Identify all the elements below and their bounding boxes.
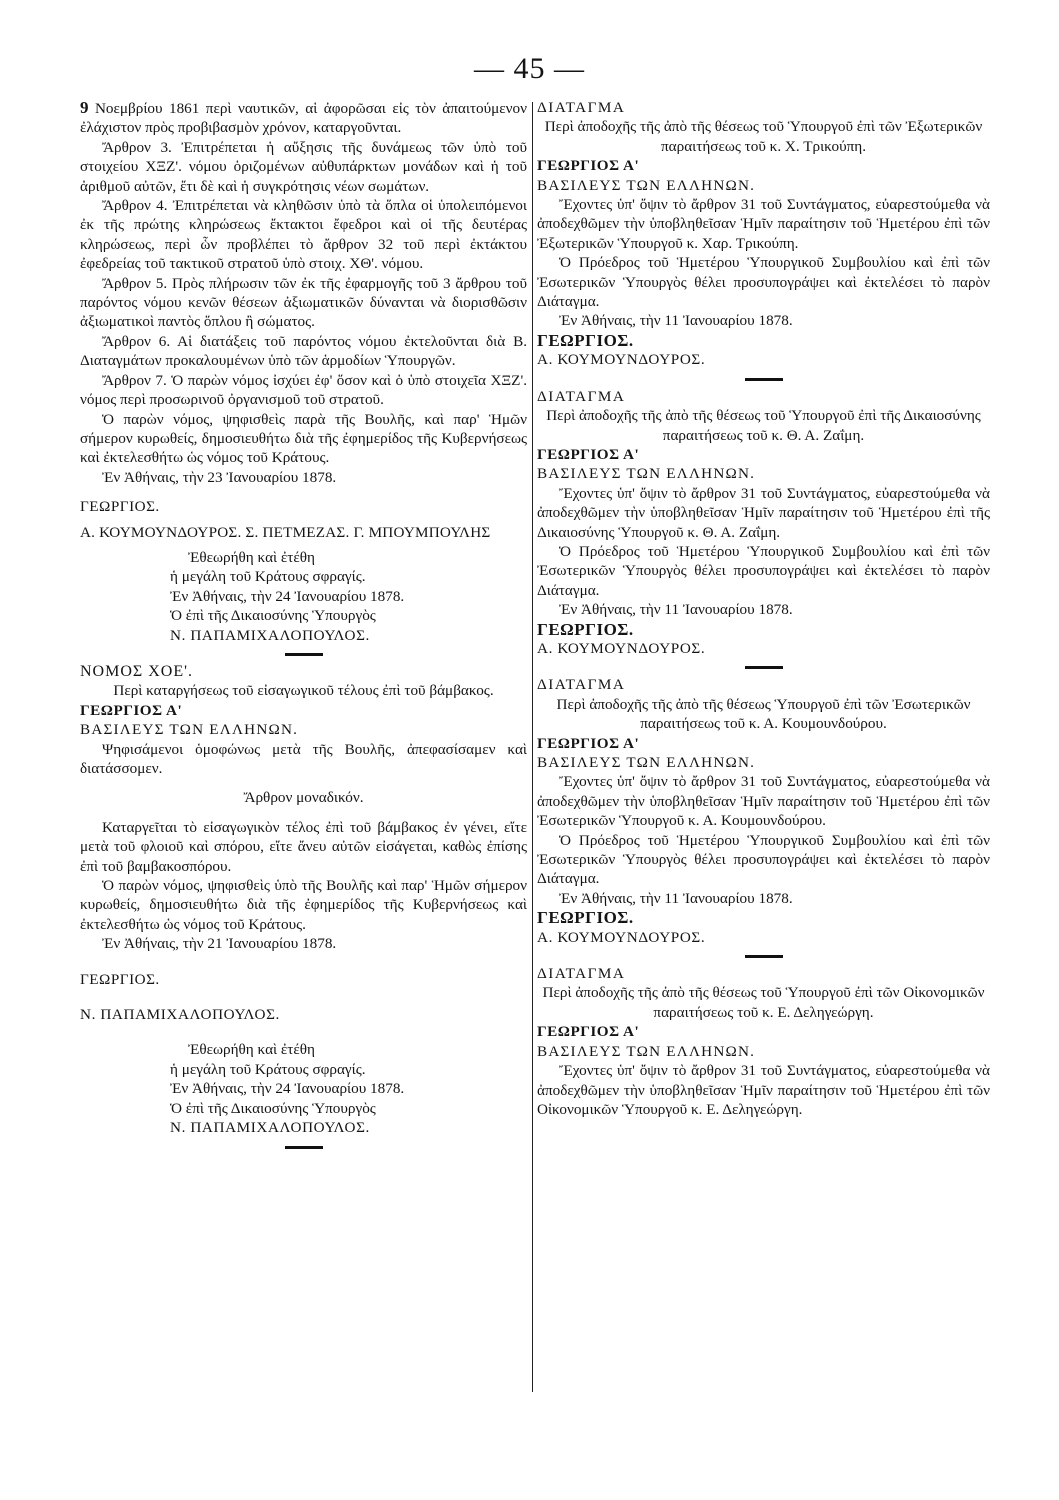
law-article-heading: Ἄρθρον μοναδικόν. <box>243 789 364 807</box>
decree-king-signature: ΓΕΩΡΓΙΟΣ. <box>537 908 634 928</box>
decree-basileus: ΒΑΣΙΛΕΥΣ ΤΩΝ ΕΛΛΗΝΩΝ. <box>537 465 756 483</box>
seal-line: Ἐθεωρήθη καὶ ἐτέθη <box>188 1041 315 1059</box>
article-3: Ἄρθρον 3. Ἐπιτρέπεται ἡ αὔξησις τῆς δυνάμεως τῶν ὑπὸ τοῦ στοιχείου ΧΞΖ'. νόμου ὁριζομένων αὐθυπάρκτων μονάδων καὶ ἡ τοῦ ἀριθμοῦ αὐτῶν, ἔτι δὲ καὶ ἡ συγκρότησις νέων σωμάτων. <box>80 138 527 195</box>
decree-king: ΓΕΩΡΓΙΟΣ Α' <box>537 734 640 752</box>
king-signature-2: ΓΕΩΡΓΙΟΣ. <box>80 970 160 988</box>
article-4: Ἄρθρον 4. Ἐπιτρέπεται νὰ κληθῶσιν ὑπὸ τὰ ὅπλα οἱ ὑπολειπόμενοι ἐκ τῆς πρώτης κληρώσεως ἔκτακτοι ἔφεδροι καὶ οἱ τῆς δευτέρας κληρώσεως, περὶ ὧν προβλέπει τὸ ἄρθρον 32 τοῦ περὶ ἐκτάκτου ἐφεδρείας τοῦ τακτικοῦ στρατοῦ ὑπὸ στοιχ. ΧΘ'. νόμου. <box>80 197 527 273</box>
ministers-signatures: Α. ΚΟΥΜΟΥΝΔΟΥΡΟΣ. Σ. ΠΕΤΜΕΖΑΣ. Γ. ΜΠΟΥΜΠΟΥΛΗΣ <box>80 523 491 541</box>
decree-text: Ἔχοντες ὑπ' ὄψιν τὸ ἄρθρον 31 τοῦ Συντάγματος, εὐαρεστούμεθα νὰ ἀποδεχθῶμεν τὴν ὑποβληθεῖσαν Ἡμῖν παραίτησιν τοῦ Ἡμετέρου ἐπὶ τῶν Οἰκονομικῶν Ὑπουργοῦ κ. Ε. Δεληγεώργη. <box>537 1062 990 1118</box>
decree-king-signature: ΓΕΩΡΓΙΟΣ. <box>537 619 634 639</box>
article-6: Ἄρθρον 6. Αἱ διατάξεις τοῦ παρόντος νόμου ἐκτελοῦνται διὰ Β. Διαταγμάτων προκαλουμένων ὑπὸ τῶν ἁρμοδίων Ὑπουργῶν. <box>80 332 527 370</box>
decree-minister-signature: Α. ΚΟΥΜΟΥΝΔΟΥΡΟΣ. <box>537 928 706 946</box>
law-preamble: Ψηφισάμενοι ὁμοφώνως μετὰ τῆς Βουλῆς, ἀπεφασίσαμεν καὶ διατάσσομεν. <box>80 740 527 777</box>
minister-signature-2: Ν. ΠΑΠΑΜΙΧΑΛΟΠΟΥΛΟΣ. <box>80 1006 280 1024</box>
decree-king: ΓΕΩΡΓΙΟΣ Α' <box>537 445 640 463</box>
seal-date: Ἐν Ἀθήναις, τὴν 24 Ἰανουαρίου 1878. <box>170 1080 405 1098</box>
law-king: ΓΕΩΡΓΙΟΣ Α' <box>80 701 183 719</box>
decree-text: Ἔχοντες ὑπ' ὄψιν τὸ ἄρθρον 31 τοῦ Συντάγματος, εὐαρεστούμεθα νὰ ἀποδεχθῶμεν τὴν ὑποβληθεῖσαν Ἡμῖν παραίτησιν τοῦ Ἡμετέρου ἐπὶ τῶν Ἐσωτερικῶν Ὑπουργοῦ κ. Α. Κουμουνδούρου. <box>537 773 990 830</box>
section-rule <box>745 378 783 381</box>
section-rule <box>745 666 783 669</box>
decree-minister-signature: Α. ΚΟΥΜΟΥΝΔΟΥΡΟΣ. <box>537 639 706 657</box>
article-7: Ἄρθρον 7. Ὁ παρὼν νόμος ἰσχύει ἐφ' ὅσον καὶ ὁ ὑπὸ στοιχεῖα ΧΞΖ'. νόμος περὶ προσωρινοῦ ὀργανισμοῦ τοῦ στρατοῦ. <box>80 371 527 409</box>
seal-line: Ἐθεωρήθη καὶ ἐτέθη <box>188 548 315 566</box>
king-signature: ΓΕΩΡΓΙΟΣ. <box>80 498 160 516</box>
decree-text: Ὁ Πρόεδρος τοῦ Ἡμετέρου Ὑπουργικοῦ Συμβουλίου καὶ ἐπὶ τῶν Ἐσωτερικῶν Ὑπουργὸς θέλει προσυπογράψει καὶ ἐκτελέσει τὸ παρὸν Διάταγμα. <box>537 542 990 599</box>
decree-subject: Περὶ ἀποδοχῆς τῆς ἀπὸ τῆς θέσεως τοῦ Ὑπουργοῦ ἐπὶ τῆς Δικαιοσύνης παραιτήσεως τοῦ κ. Θ. Α. Ζαΐμη. <box>546 407 981 444</box>
decree-title: ΔΙΑΤΑΓΜΑ <box>537 965 626 983</box>
seal-minister-title: Ὁ ἐπὶ τῆς Δικαιοσύνης Ὑπουργὸς <box>170 607 376 625</box>
continuation-number: 9 <box>80 98 89 117</box>
decree-date: Ἐν Ἀθήναις, τὴν 11 Ἰανουαρίου 1878. <box>559 312 793 330</box>
seal-minister-name: Ν. ΠΑΠΑΜΙΧΑΛΟΠΟΥΛΟΣ. <box>170 1119 370 1137</box>
section-rule <box>745 955 783 958</box>
page-number: — 45 — <box>474 52 585 85</box>
section-rule <box>285 1146 323 1149</box>
decree-text: Ὁ Πρόεδρος τοῦ Ἡμετέρου Ὑπουργικοῦ Συμβουλίου καὶ ἐπὶ τῶν Ἐσωτερικῶν Ὑπουργὸς θέλει προσυπογράψει καὶ ἐκτελέσει τὸ παρὸν Διάταγμα. <box>537 831 990 888</box>
decree-basileus: ΒΑΣΙΛΕΥΣ ΤΩΝ ΕΛΛΗΝΩΝ. <box>537 1042 756 1060</box>
article-2-continuation <box>80 98 527 138</box>
continuation-text: Νοεμβρίου 1861 περὶ ναυτικῶν, αἱ ἀφορῶσαι εἰς τὸν ἀπαιτούμενον ἐλάχιστον πρὸς προβιβασμὸν χρόνον, καταργοῦνται. <box>80 100 527 137</box>
article-5: Ἄρθρον 5. Πρὸς πλήρωσιν τῶν ἐκ τῆς ἐφαρμογῆς τοῦ 3 ἄρθρου τοῦ παρόντος νόμου κενῶν θέσεων ἀξιωματικῶν δύνανται νὰ διορισθῶσιν ἀξιωματικοὶ παντὸς ὅπλου ἢ σώματος. <box>80 274 527 331</box>
law-subject: Περὶ καταργήσεως τοῦ εἰσαγωγικοῦ τέλους ἐπὶ τοῦ βάμβακος. <box>113 682 494 700</box>
law-enactment: Ὁ παρὼν νόμος, ψηφισθεὶς ὑπὸ τῆς Βουλῆς καὶ παρ' Ἡμῶν σήμερον κυρωθείς, δημοσιευθήτω διὰ τῆς ἐφημερίδος τῆς Κυβερνήσεως καὶ ἐκτελεσθήτω ὡς νόμος τοῦ Κράτους. <box>80 877 527 933</box>
law-date: Ἐν Ἀθήναις, τὴν 23 Ἰανουαρίου 1878. <box>102 468 337 486</box>
law-date-2: Ἐν Ἀθήναις, τὴν 21 Ἰανουαρίου 1878. <box>102 935 337 953</box>
seal-line: ἡ μεγάλη τοῦ Κράτους σφραγίς. <box>170 568 366 586</box>
seal-block <box>170 548 527 645</box>
law-article-text: Καταργεῖται τὸ εἰσαγωγικὸν τέλος ἐπὶ τοῦ βάμβακος ἐν γένει, εἴτε μετὰ τοῦ φλοιοῦ καὶ σπόρου, εἴτε ἄνευ αὐτῶν εἰσάγεται, καθὼς ἐπίσης ἐπὶ τοῦ βαμβακοσπόρου. <box>80 818 527 875</box>
decree-basileus: ΒΑΣΙΛΕΥΣ ΤΩΝ ΕΛΛΗΝΩΝ. <box>537 176 756 194</box>
decree-date: Ἐν Ἀθήναις, τὴν 11 Ἰανουαρίου 1878. <box>559 889 793 907</box>
column-divider <box>532 102 533 1392</box>
decree-subject: Περὶ ἀποδοχῆς τῆς ἀπὸ τῆς θέσεως τοῦ Ὑπουργοῦ ἐπὶ τῶν Οἰκονομικῶν παραιτήσεως τοῦ κ. Ε. Δεληγεώργη. <box>542 984 985 1021</box>
decree-date: Ἐν Ἀθήναις, τὴν 11 Ἰανουαρίου 1878. <box>559 601 793 619</box>
decree-basileus: ΒΑΣΙΛΕΥΣ ΤΩΝ ΕΛΛΗΝΩΝ. <box>537 754 756 771</box>
law-title: ΝΟΜΟΣ ΧΟΕ'. <box>80 662 193 680</box>
law-basileus: ΒΑΣΙΛΕΥΣ ΤΩΝ ΕΛΛΗΝΩΝ. <box>80 721 299 739</box>
seal-minister-name: Ν. ΠΑΠΑΜΙΧΑΛΟΠΟΥΛΟΣ. <box>170 626 370 644</box>
seal-minister-title: Ὁ ἐπὶ τῆς Δικαιοσύνης Ὑπουργὸς <box>170 1099 376 1117</box>
decree-text: Ἔχοντες ὑπ' ὄψιν τὸ ἄρθρον 31 τοῦ Συντάγματος, εὐαρεστούμεθα νὰ ἀποδεχθῶμεν τὴν ὑποβληθεῖσαν Ἡμῖν παραίτησιν τοῦ Ἡμετέρου ἐπὶ τῆς Δικαιοσύνης Ὑπουργοῦ κ. Θ. Α. Ζαΐμη. <box>537 484 990 541</box>
seal-date: Ἐν Ἀθήναις, τὴν 24 Ἰανουαρίου 1878. <box>170 587 405 605</box>
seal-block-2 <box>170 1040 527 1137</box>
left-column <box>80 98 527 1155</box>
decree-subject: Περὶ ἀποδοχῆς τῆς ἀπὸ τῆς θέσεως τοῦ Ὑπουργοῦ ἐπὶ τῶν Ἐξωτερικῶν παραιτήσεως τοῦ κ. Χ. Τρικούπη. <box>544 118 983 155</box>
decree-subject: Περὶ ἀποδοχῆς τῆς ἀπὸ τῆς θέσεως Ὑπουργοῦ ἐπὶ τῶν Ἐσωτερικῶν παραιτήσεως τοῦ κ. Α. Κουμουνδούρου. <box>556 695 971 733</box>
section-rule <box>285 653 323 656</box>
decree-minister-signature: Α. ΚΟΥΜΟΥΝΔΟΥΡΟΣ. <box>537 351 706 369</box>
decree-title: ΔΙΑΤΑΓΜΑ <box>537 676 626 694</box>
decree-title: ΔΙΑΤΑΓΜΑ <box>537 387 626 405</box>
seal-line: ἡ μεγάλη τοῦ Κράτους σφραγίς. <box>170 1060 366 1078</box>
enactment-clause: Ὁ παρὼν νόμος, ψηφισθεὶς παρὰ τῆς Βουλῆς, καὶ παρ' Ἡμῶν σήμερον κυρωθείς, δημοσιευθήτω διὰ τῆς ἐφημερίδος τῆς Κυβερνήσεως καὶ ἐκτελεσθήτω ὡς νόμος τοῦ Κράτους. <box>80 410 527 467</box>
decree-king: ΓΕΩΡΓΙΟΣ Α' <box>537 157 640 175</box>
decree-text: Ἔχοντες ὑπ' ὄψιν τὸ ἄρθρον 31 τοῦ Συντάγματος, εὐαρεστούμεθα νὰ ἀποδεχθῶμεν τὴν ὑποβληθεῖσαν Ἡμῖν παραίτησιν τοῦ Ἡμετέρου ἐπὶ τῶν Ἐξωτερικῶν Ὑπουργοῦ κ. Χαρ. Τρικούπη. <box>537 196 990 252</box>
decree-text: Ὁ Πρόεδρος τοῦ Ἡμετέρου Ὑπουργικοῦ Συμβουλίου καὶ ἐπὶ τῶν Ἐσωτερικῶν Ὑπουργὸς θέλει προσυπογράψει καὶ ἐκτελέσει τὸ παρὸν Διάταγμα. <box>537 254 990 311</box>
decree-title: ΔΙΑΤΑΓΜΑ <box>537 99 626 116</box>
right-column <box>537 98 990 1119</box>
decree-king: ΓΕΩΡΓΙΟΣ Α' <box>537 1023 640 1041</box>
decree-king-signature: ΓΕΩΡΓΙΟΣ. <box>537 330 634 350</box>
